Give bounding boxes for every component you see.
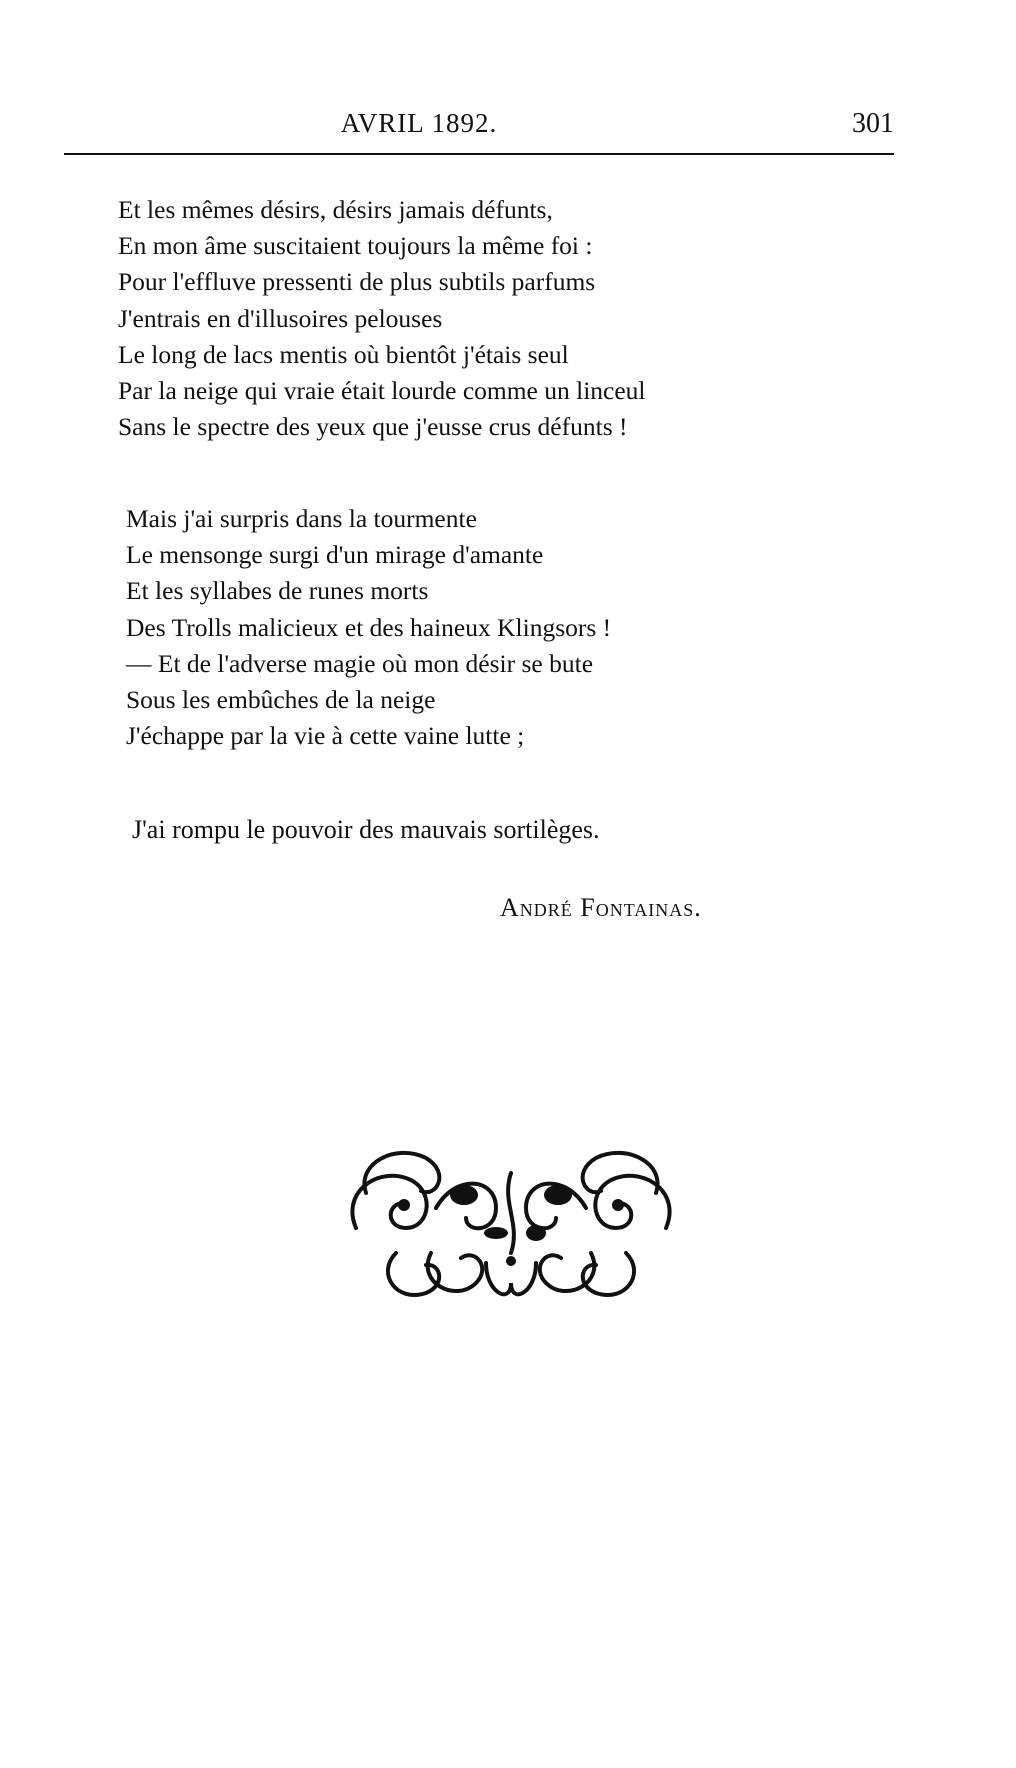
poem-line: Pour l'effluve pressenti de plus subtils parfums [118,267,596,297]
poem-line: — Et de l'adverse magie où mon désir se bute [126,648,594,678]
poem-line: J'ai rompu le pouvoir des mauvais sortilèges. [132,815,600,844]
poem-line: Sans le spectre des yeux que j'eusse crus défunts ! [118,412,628,442]
poem-line: Le long de lacs mentis où bientôt j'étais seul [118,339,569,369]
poem-line: Le mensonge surgi d'un mirage d'amante [126,540,544,570]
poem-line: Mais j'ai surpris dans la tourmente [126,504,477,533]
poem-line: J'entrais en d'illusoires pelouses [118,303,443,333]
running-header [64,108,894,148]
poem-line: J'échappe par la vie à cette vaine lutte ; [126,721,525,751]
author-signature: André Fontainas. [500,893,702,922]
scrollwork-tailpiece-icon [336,1133,686,1313]
poem-line: Et les mêmes désirs, désirs jamais défunts, [118,195,553,224]
poem-stanza-3 [132,812,600,848]
running-title: AVRIL 1892. [340,108,498,138]
poem-line: En mon âme suscitaient toujours la même foi : [118,231,593,261]
poem-stanza-1 [118,192,646,445]
poem-line: Et les syllabes de runes morts [126,576,429,606]
poem-line: Sous les embûches de la neige [126,685,436,715]
header-rule [64,153,894,155]
poem-stanza-2 [126,501,611,754]
poem-line: Par la neige qui vraie était lourde comme un linceul [118,376,646,406]
poem-line: Des Trolls malicieux et des haineux Klingsors ! [126,612,612,642]
page-number: 301 [852,108,894,139]
